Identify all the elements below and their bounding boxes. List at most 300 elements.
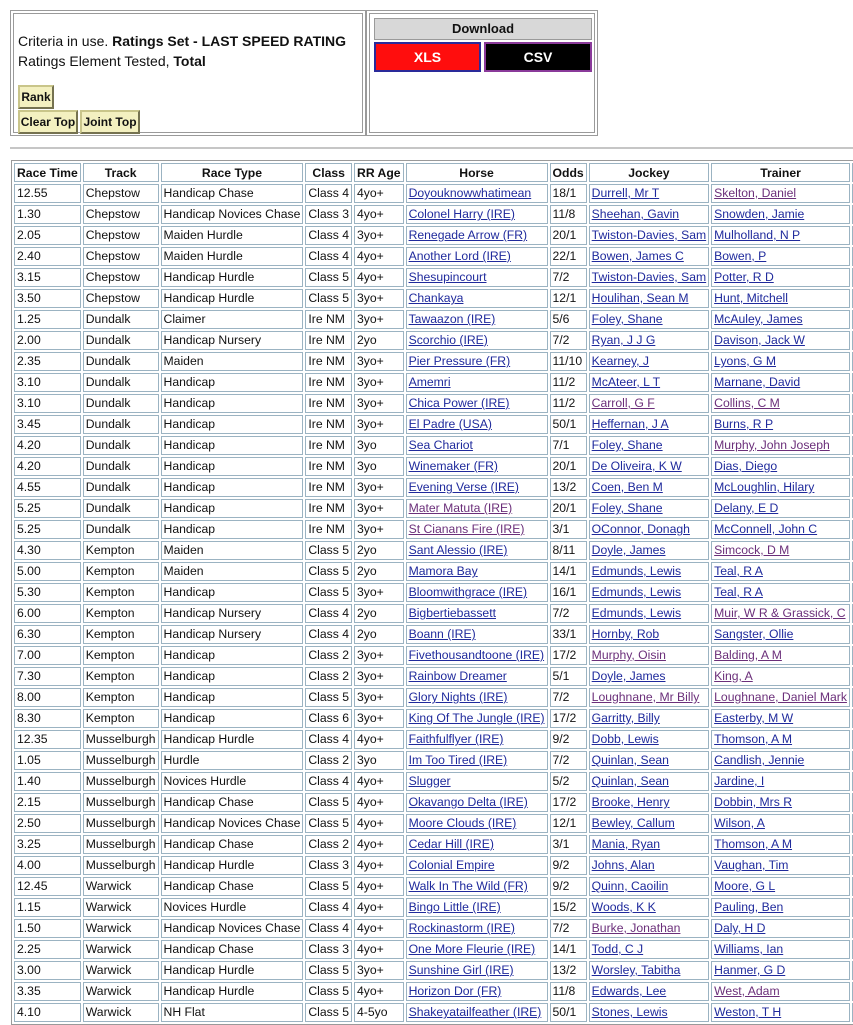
horse-cell — [406, 184, 548, 203]
trainer-link[interactable]: Thomson, A M — [714, 732, 793, 746]
horse-link[interactable]: Mamora Bay — [408, 564, 478, 578]
trainer-link[interactable]: Dobbin, Mrs R — [714, 795, 793, 809]
race-time-cell: 8.00 — [14, 688, 81, 707]
trainer-link[interactable]: Hunt, Mitchell — [714, 291, 788, 305]
horse-link[interactable]: Okavango Delta (IRE) — [408, 795, 528, 809]
trainer-link[interactable]: McLoughlin, Hilary — [714, 480, 815, 494]
trainer-link[interactable]: Wilson, A — [714, 816, 765, 830]
jockey-link[interactable]: Ryan, J J G — [591, 333, 656, 347]
jockey-link[interactable]: Loughnane, Mr Billy — [591, 690, 700, 704]
race-time-cell: 3.10 — [14, 373, 81, 392]
odds-cell: 17/2 — [550, 709, 587, 728]
race-type-cell: Handicap Chase — [161, 835, 304, 854]
track-cell: Chepstow — [83, 205, 159, 224]
jockey-link[interactable]: Bowen, James C — [591, 249, 684, 263]
trainer-link[interactable]: Dias, Diego — [714, 459, 778, 473]
trainer-link[interactable]: Marnane, David — [714, 375, 801, 389]
table-row — [14, 436, 853, 455]
clear-top-button[interactable]: Clear Top — [18, 110, 78, 134]
track-cell: Musselburgh — [83, 751, 159, 770]
table-row — [14, 415, 853, 434]
trainer-link[interactable]: Daly, H D — [714, 921, 766, 935]
trainer-link[interactable]: Potter, R D — [714, 270, 774, 284]
horse-link[interactable]: Cedar Hill (IRE) — [408, 837, 494, 851]
trainer-cell — [711, 373, 850, 392]
horse-cell — [406, 856, 548, 875]
track-cell: Musselburgh — [83, 814, 159, 833]
track-cell: Warwick — [83, 898, 159, 917]
jockey-cell — [589, 898, 709, 917]
jockey-link[interactable]: Brooke, Henry — [591, 795, 670, 809]
jockey-link[interactable]: Coen, Ben M — [591, 480, 663, 494]
horse-cell — [406, 373, 548, 392]
jockey-cell — [589, 499, 709, 518]
horse-link[interactable]: El Padre (USA) — [408, 417, 492, 431]
rr-age-cell: 3yo+ — [354, 478, 404, 497]
jockey-cell — [589, 688, 709, 707]
class-cell: Class 2 — [305, 667, 352, 686]
race-time-cell: 5.25 — [14, 499, 81, 518]
trainer-cell — [711, 562, 850, 581]
header-horse[interactable]: Horse — [406, 163, 548, 182]
joint-top-button[interactable]: Joint Top — [80, 110, 140, 134]
horse-cell — [406, 226, 548, 245]
horse-link[interactable]: Rainbow Dreamer — [408, 669, 507, 683]
trainer-link[interactable]: Balding, A M — [714, 648, 782, 662]
trainer-link[interactable]: Williams, Ian — [714, 942, 784, 956]
odds-cell: 5/2 — [550, 772, 587, 791]
table-row — [14, 520, 853, 539]
trainer-link[interactable]: Murphy, John Joseph — [714, 438, 830, 452]
trainer-link[interactable]: Loughnane, Daniel Mark — [714, 690, 847, 704]
trainer-cell — [711, 268, 850, 287]
jockey-link[interactable]: OConnor, Donagh — [591, 522, 690, 536]
track-cell: Kempton — [83, 541, 159, 560]
jockey-cell — [589, 310, 709, 329]
race-type-cell: Handicap Novices Chase — [161, 814, 304, 833]
track-cell: Warwick — [83, 940, 159, 959]
race-time-cell: 12.55 — [14, 184, 81, 203]
rr-age-cell: 2yo — [354, 625, 404, 644]
odds-cell: 5/1 — [550, 667, 587, 686]
horse-cell — [406, 268, 548, 287]
horse-link[interactable]: Faithfulflyer (IRE) — [408, 732, 504, 746]
jockey-link[interactable]: Houlihan, Sean M — [591, 291, 689, 305]
trainer-link[interactable]: McConnell, John C — [714, 522, 818, 536]
jockey-link[interactable]: Quinlan, Sean — [591, 774, 669, 788]
jockey-cell — [589, 205, 709, 224]
class-cell: Class 4 — [305, 184, 352, 203]
horse-cell — [406, 415, 548, 434]
jockey-link[interactable]: Hornby, Rob — [591, 627, 660, 641]
trainer-link[interactable]: Thomson, A M — [714, 837, 793, 851]
race-type-cell: Claimer — [161, 310, 304, 329]
trainer-link[interactable]: Davison, Jack W — [714, 333, 805, 347]
horse-link[interactable]: Moore Clouds (IRE) — [408, 816, 517, 830]
class-cell: Ire NM — [305, 436, 352, 455]
horse-link[interactable]: Shakeyatailfeather (IRE) — [408, 1005, 542, 1019]
rr-age-cell: 3yo+ — [354, 520, 404, 539]
jockey-cell — [589, 583, 709, 602]
table-row — [14, 856, 853, 875]
rank-button[interactable]: Rank — [18, 85, 54, 109]
horse-link[interactable]: Sunshine Girl (IRE) — [408, 963, 514, 977]
horse-cell — [406, 688, 548, 707]
horse-cell — [406, 730, 548, 749]
horse-link[interactable]: One More Fleurie (IRE) — [408, 942, 536, 956]
odds-cell: 7/2 — [550, 331, 587, 350]
horse-link[interactable]: Horizon Dor (FR) — [408, 984, 502, 998]
trainer-link[interactable]: Delany, E D — [714, 501, 779, 515]
track-cell: Warwick — [83, 982, 159, 1001]
table-row — [14, 226, 853, 245]
odds-cell: 11/8 — [550, 205, 587, 224]
jockey-cell — [589, 247, 709, 266]
race-time-cell: 3.45 — [14, 415, 81, 434]
track-cell: Musselburgh — [83, 856, 159, 875]
jockey-link[interactable]: Doyle, James — [591, 543, 666, 557]
track-cell: Dundalk — [83, 436, 159, 455]
rr-age-cell: 2yo — [354, 562, 404, 581]
jockey-link[interactable]: Twiston-Davies, Sam — [591, 270, 707, 284]
track-cell: Chepstow — [83, 268, 159, 287]
track-cell: Warwick — [83, 919, 159, 938]
track-cell: Dundalk — [83, 310, 159, 329]
trainer-link[interactable]: Bowen, P — [714, 249, 767, 263]
jockey-link[interactable]: Dobb, Lewis — [591, 732, 659, 746]
jockey-link[interactable]: Heffernan, J A — [591, 417, 669, 431]
odds-cell: 5/6 — [550, 310, 587, 329]
trainer-link[interactable]: Skelton, Daniel — [714, 186, 797, 200]
horse-link[interactable]: Winemaker (FR) — [408, 459, 498, 473]
table-row — [14, 730, 853, 749]
horse-link[interactable]: Evening Verse (IRE) — [408, 480, 519, 494]
race-type-cell: Handicap — [161, 583, 304, 602]
jockey-link[interactable]: Stones, Lewis — [591, 1005, 668, 1019]
race-type-cell: Handicap — [161, 478, 304, 497]
horse-link[interactable]: Scorchio (IRE) — [408, 333, 488, 347]
jockey-cell — [589, 772, 709, 791]
rr-age-cell: 4yo+ — [354, 940, 404, 959]
odds-cell: 14/1 — [550, 940, 587, 959]
horse-link[interactable]: Slugger — [408, 774, 451, 788]
horse-link[interactable]: Tawaazon (IRE) — [408, 312, 496, 326]
odds-cell: 18/1 — [550, 184, 587, 203]
horse-cell — [406, 289, 548, 308]
jockey-cell — [589, 352, 709, 371]
horse-link[interactable]: Renegade Arrow (FR) — [408, 228, 528, 242]
horse-link[interactable]: Chica Power (IRE) — [408, 396, 510, 410]
race-type-cell: Maiden — [161, 541, 304, 560]
trainer-link[interactable]: Weston, T H — [714, 1005, 782, 1019]
track-cell: Dundalk — [83, 394, 159, 413]
horse-link[interactable]: Colonel Harry (IRE) — [408, 207, 515, 221]
jockey-link[interactable]: Carroll, G F — [591, 396, 655, 410]
horse-cell — [406, 499, 548, 518]
horse-link[interactable]: Pier Pressure (FR) — [408, 354, 511, 368]
jockey-link[interactable]: Todd, C J — [591, 942, 644, 956]
race-time-cell: 5.25 — [14, 520, 81, 539]
trainer-link[interactable]: Candlish, Jennie — [714, 753, 805, 767]
jockey-link[interactable]: Sheehan, Gavin — [591, 207, 680, 221]
race-time-cell: 12.45 — [14, 877, 81, 896]
header-race-time[interactable]: Race Time — [14, 163, 81, 182]
trainer-cell — [711, 646, 850, 665]
jockey-link[interactable]: Johns, Alan — [591, 858, 655, 872]
horse-link[interactable]: Bloomwithgrace (IRE) — [408, 585, 528, 599]
header-rr-age[interactable]: RR Age — [354, 163, 404, 182]
trainer-cell — [711, 961, 850, 980]
rr-age-cell: 2yo — [354, 604, 404, 623]
jockey-link[interactable]: De Oliveira, K W — [591, 459, 682, 473]
horse-link[interactable]: Bingo Little (IRE) — [408, 900, 501, 914]
jockey-cell — [589, 289, 709, 308]
trainer-link[interactable]: Collins, C M — [714, 396, 780, 410]
jockey-link[interactable]: Twiston-Davies, Sam — [591, 228, 707, 242]
horse-cell — [406, 772, 548, 791]
table-row — [14, 898, 853, 917]
jockey-link[interactable]: Worsley, Tabitha — [591, 963, 681, 977]
table-row — [14, 205, 853, 224]
horse-cell — [406, 982, 548, 1001]
download-xls-button[interactable]: XLS — [374, 42, 481, 72]
jockey-link[interactable]: Edwards, Lee — [591, 984, 667, 998]
header-track[interactable]: Track — [83, 163, 159, 182]
race-type-cell: Handicap Chase — [161, 940, 304, 959]
jockey-link[interactable]: Doyle, James — [591, 669, 666, 683]
trainer-link[interactable]: Teal, R A — [714, 585, 763, 599]
horse-link[interactable]: Sea Chariot — [408, 438, 473, 452]
rr-age-cell: 4yo+ — [354, 184, 404, 203]
jockey-link[interactable]: Foley, Shane — [591, 438, 663, 452]
race-type-cell: Hurdle — [161, 751, 304, 770]
trainer-link[interactable]: Simcock, D M — [714, 543, 790, 557]
odds-cell: 11/8 — [550, 982, 587, 1001]
race-type-cell: Handicap — [161, 415, 304, 434]
rr-age-cell: 3yo — [354, 751, 404, 770]
horse-link[interactable]: King Of The Jungle (IRE) — [408, 711, 545, 725]
race-time-cell: 2.05 — [14, 226, 81, 245]
header-class[interactable]: Class — [305, 163, 352, 182]
horse-link[interactable]: Amemri — [408, 375, 451, 389]
jockey-link[interactable]: Murphy, Oisin — [591, 648, 666, 662]
trainer-link[interactable]: Sangster, Ollie — [714, 627, 794, 641]
horse-link[interactable]: Mater Matuta (IRE) — [408, 501, 513, 515]
horse-link[interactable]: Chankaya — [408, 291, 464, 305]
jockey-link[interactable]: Foley, Shane — [591, 501, 663, 515]
class-cell: Ire NM — [305, 415, 352, 434]
horse-link[interactable]: Bigbertiebassett — [408, 606, 496, 620]
race-type-cell: Handicap Nursery — [161, 331, 304, 350]
table-row — [14, 583, 853, 602]
race-time-cell: 4.30 — [14, 541, 81, 560]
jockey-link[interactable]: Edmunds, Lewis — [591, 585, 682, 599]
trainer-link[interactable]: Snowden, Jamie — [714, 207, 805, 221]
race-time-cell: 3.00 — [14, 961, 81, 980]
horse-cell — [406, 478, 548, 497]
jockey-cell — [589, 520, 709, 539]
trainer-link[interactable]: West, Adam — [714, 984, 780, 998]
jockey-cell — [589, 436, 709, 455]
horse-link[interactable]: Doyouknowwhatimean — [408, 186, 532, 200]
trainer-cell — [711, 205, 850, 224]
track-cell: Warwick — [83, 1003, 159, 1022]
jockey-link[interactable]: Quinn, Caoilin — [591, 879, 669, 893]
rr-age-cell: 4yo+ — [354, 835, 404, 854]
horse-link[interactable]: Rockinastorm (IRE) — [408, 921, 515, 935]
criteria-element-tested — [18, 53, 206, 69]
horse-cell — [406, 436, 548, 455]
horse-cell — [406, 310, 548, 329]
class-cell: Class 4 — [305, 247, 352, 266]
jockey-cell — [589, 562, 709, 581]
jockey-link[interactable]: Bewley, Callum — [591, 816, 675, 830]
jockey-link[interactable]: McAteer, L T — [591, 375, 661, 389]
race-time-cell: 12.35 — [14, 730, 81, 749]
rr-age-cell: 4yo+ — [354, 793, 404, 812]
class-cell: Class 6 — [305, 709, 352, 728]
horse-link[interactable]: Glory Nights (IRE) — [408, 690, 508, 704]
race-time-cell: 5.30 — [14, 583, 81, 602]
odds-cell: 12/1 — [550, 814, 587, 833]
jockey-cell — [589, 814, 709, 833]
odds-cell: 7/2 — [550, 751, 587, 770]
trainer-link[interactable]: McAuley, James — [714, 312, 803, 326]
race-time-cell: 7.30 — [14, 667, 81, 686]
jockey-link[interactable]: Woods, K K — [591, 900, 656, 914]
race-type-cell: Handicap Hurdle — [161, 961, 304, 980]
horse-link[interactable]: Sant Alessio (IRE) — [408, 543, 508, 557]
class-cell: Class 5 — [305, 877, 352, 896]
class-cell: Ire NM — [305, 499, 352, 518]
results-table-header — [14, 163, 853, 182]
jockey-link[interactable]: Durrell, Mr T — [591, 186, 660, 200]
trainer-cell — [711, 1003, 850, 1022]
table-row — [14, 625, 853, 644]
track-cell: Kempton — [83, 667, 159, 686]
jockey-link[interactable]: Foley, Shane — [591, 312, 663, 326]
trainer-cell — [711, 604, 850, 623]
jockey-cell — [589, 982, 709, 1001]
class-cell: Ire NM — [305, 352, 352, 371]
rr-age-cell: 2yo — [354, 541, 404, 560]
jockey-link[interactable]: Garritty, Billy — [591, 711, 660, 725]
trainer-link[interactable]: Hanmer, G D — [714, 963, 786, 977]
track-cell: Chepstow — [83, 289, 159, 308]
track-cell: Musselburgh — [83, 772, 159, 791]
trainer-link[interactable]: Burns, R P — [714, 417, 774, 431]
rr-age-cell: 3yo+ — [354, 394, 404, 413]
table-row — [14, 877, 853, 896]
rr-age-cell: 4yo+ — [354, 898, 404, 917]
trainer-cell — [711, 625, 850, 644]
header-trainer[interactable]: Trainer — [711, 163, 850, 182]
separator-line — [10, 147, 853, 149]
odds-cell: 7/2 — [550, 919, 587, 938]
horse-link[interactable]: Im Too Tired (IRE) — [408, 753, 508, 767]
class-cell: Class 3 — [305, 856, 352, 875]
class-cell: Class 5 — [305, 268, 352, 287]
table-row — [14, 982, 853, 1001]
trainer-link[interactable]: Vaughan, Tim — [714, 858, 789, 872]
trainer-link[interactable]: Teal, R A — [714, 564, 763, 578]
class-cell: Class 2 — [305, 751, 352, 770]
race-type-cell: Maiden Hurdle — [161, 247, 304, 266]
trainer-link[interactable]: King, A — [714, 669, 753, 683]
rr-age-cell: 3yo+ — [354, 667, 404, 686]
horse-cell — [406, 562, 548, 581]
horse-link[interactable]: Colonial Empire — [408, 858, 495, 872]
horse-link[interactable]: Another Lord (IRE) — [408, 249, 511, 263]
rr-age-cell: 3yo+ — [354, 961, 404, 980]
trainer-link[interactable]: Jardine, I — [714, 774, 765, 788]
header-race-type[interactable]: Race Type — [161, 163, 304, 182]
table-row — [14, 604, 853, 623]
jockey-link[interactable]: Mania, Ryan — [591, 837, 661, 851]
odds-cell: 13/2 — [550, 478, 587, 497]
track-cell: Kempton — [83, 562, 159, 581]
jockey-cell — [589, 457, 709, 476]
jockey-link[interactable]: Quinlan, Sean — [591, 753, 669, 767]
trainer-link[interactable]: Muir, W R & Grassick, C — [714, 606, 846, 620]
horse-cell — [406, 394, 548, 413]
class-cell: Class 4 — [305, 919, 352, 938]
race-time-cell: 2.35 — [14, 352, 81, 371]
horse-cell — [406, 940, 548, 959]
class-cell: Class 5 — [305, 793, 352, 812]
odds-cell: 13/2 — [550, 961, 587, 980]
race-type-cell: Handicap — [161, 394, 304, 413]
header-odds[interactable]: Odds — [550, 163, 587, 182]
race-type-cell: Handicap — [161, 667, 304, 686]
race-time-cell: 4.10 — [14, 1003, 81, 1022]
odds-cell: 50/1 — [550, 1003, 587, 1022]
trainer-link[interactable]: Pauling, Ben — [714, 900, 784, 914]
horse-link[interactable]: St Cianans Fire (IRE) — [408, 522, 525, 536]
table-row — [14, 331, 853, 350]
trainer-link[interactable]: Mulholland, N P — [714, 228, 801, 242]
jockey-link[interactable]: Burke, Jonathan — [591, 921, 681, 935]
trainer-link[interactable]: Easterby, M W — [714, 711, 794, 725]
horse-cell — [406, 961, 548, 980]
criteria-line2-prefix: Ratings Element Tested, — [18, 53, 170, 69]
class-cell: Class 4 — [305, 226, 352, 245]
class-cell: Ire NM — [305, 478, 352, 497]
header-jockey[interactable]: Jockey — [589, 163, 709, 182]
jockey-link[interactable]: Edmunds, Lewis — [591, 606, 682, 620]
trainer-cell — [711, 667, 850, 686]
jockey-cell — [589, 877, 709, 896]
odds-cell: 7/1 — [550, 436, 587, 455]
odds-cell: 22/1 — [550, 247, 587, 266]
horse-cell — [406, 898, 548, 917]
download-csv-button[interactable]: CSV — [484, 42, 592, 72]
horse-link[interactable]: Fivethousandtoone (IRE) — [408, 648, 545, 662]
trainer-link[interactable]: Moore, G L — [714, 879, 776, 893]
trainer-link[interactable]: Lyons, G M — [714, 354, 777, 368]
horse-link[interactable]: Boann (IRE) — [408, 627, 476, 641]
jockey-link[interactable]: Edmunds, Lewis — [591, 564, 682, 578]
track-cell: Chepstow — [83, 226, 159, 245]
horse-link[interactable]: Walk In The Wild (FR) — [408, 879, 528, 893]
race-time-cell: 4.00 — [14, 856, 81, 875]
race-type-cell: Handicap Novices Chase — [161, 919, 304, 938]
jockey-link[interactable]: Kearney, J — [591, 354, 650, 368]
race-time-cell: 4.20 — [14, 457, 81, 476]
class-cell: Class 5 — [305, 814, 352, 833]
horse-link[interactable]: Shesupincourt — [408, 270, 487, 284]
track-cell: Kempton — [83, 709, 159, 728]
